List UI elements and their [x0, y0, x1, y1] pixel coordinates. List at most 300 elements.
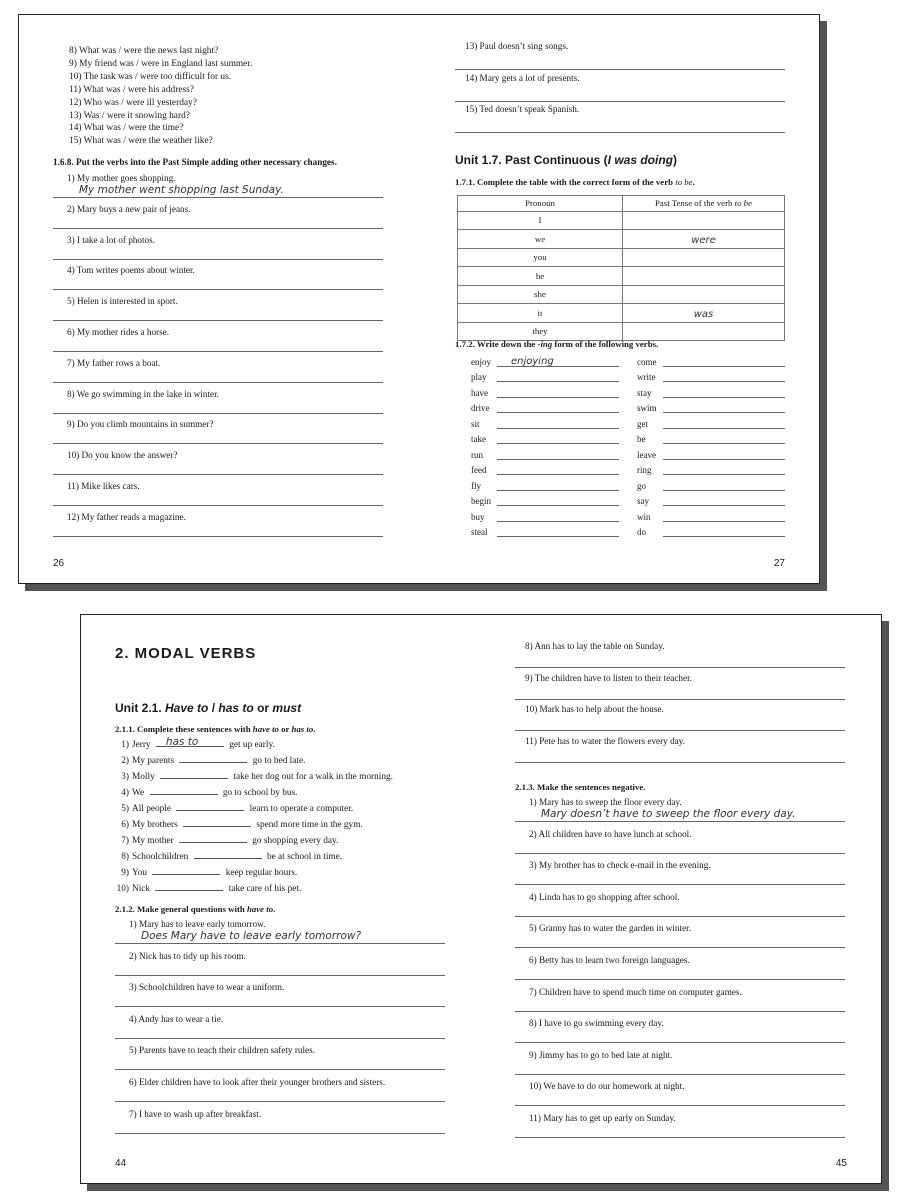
blank-field[interactable]	[183, 817, 251, 827]
exercise-item	[53, 417, 383, 448]
answer-line[interactable]	[515, 916, 845, 917]
continued-list	[69, 45, 399, 148]
ut-it1: Have to	[165, 701, 209, 715]
h211-prefix: 2.1.1. Complete these sentences with	[115, 724, 253, 734]
answer-line[interactable]	[515, 730, 845, 731]
answer-line[interactable]	[455, 101, 785, 102]
exercise-171-heading	[455, 177, 695, 187]
unit-title	[455, 153, 677, 167]
sentence-end: learn to operate a computer.	[249, 804, 354, 814]
answer-line[interactable]	[497, 387, 619, 398]
fill-row	[105, 753, 465, 769]
answer-line[interactable]	[53, 474, 383, 475]
fill-row	[105, 865, 465, 881]
verb-label: have	[471, 387, 488, 398]
answer-line[interactable]	[53, 259, 383, 260]
question-text: 3) Schoolchildren have to wear a uniform.	[129, 982, 285, 993]
verb-label: write	[637, 372, 656, 382]
col-past-tense	[623, 196, 785, 212]
exercise-item	[515, 890, 845, 922]
item-number: 7)	[121, 836, 129, 846]
verb-row	[637, 429, 785, 445]
unit-title-italic: I was doing	[607, 153, 674, 167]
verb-row	[637, 351, 785, 367]
question-text: 15) Ted doesn’t speak Spanish.	[465, 104, 580, 114]
exercise-172-heading	[455, 339, 658, 349]
answer-line[interactable]	[515, 947, 845, 948]
answer-line[interactable]	[115, 1101, 445, 1102]
verb-row	[471, 475, 619, 491]
verb-row	[637, 491, 785, 507]
page-27	[419, 15, 819, 583]
h211-mid: or	[278, 724, 292, 734]
exercise-item	[53, 294, 383, 325]
question-text: 9) Do you climb mountains in summer?	[67, 419, 214, 430]
exercise-item	[515, 921, 845, 953]
question-text: 10) Mark has to help about the house.	[525, 704, 664, 715]
exercise-item	[455, 73, 785, 105]
answer-line[interactable]	[515, 1074, 845, 1075]
verb-row	[637, 475, 785, 491]
answer-line[interactable]	[497, 526, 619, 537]
list-item: 11) What was / were his address?	[69, 84, 194, 95]
unit-title	[115, 701, 301, 715]
answer-line[interactable]	[497, 356, 619, 367]
h171-suffix: .	[692, 177, 695, 187]
question-text: 12) My father reads a magazine.	[67, 511, 186, 522]
blank-field[interactable]	[179, 833, 247, 843]
question-text: 13) Paul doesn’t sing songs.	[465, 41, 569, 51]
question-text: 10) Do you know the answer?	[67, 450, 178, 461]
answer-line[interactable]	[497, 480, 619, 491]
item-number: 5)	[121, 804, 129, 814]
answer-line[interactable]	[497, 464, 619, 475]
exercise-item	[53, 510, 383, 541]
h171-prefix: 1.7.1. Complete the table with the correct form of the verb	[455, 177, 676, 187]
verb-label: sit	[471, 418, 480, 429]
table-row	[458, 230, 785, 249]
answer-line[interactable]	[515, 979, 845, 980]
exercise-212-heading	[115, 904, 275, 914]
question-text: 2) Mary buys a new pair of jeans.	[67, 203, 191, 214]
answer-line[interactable]	[663, 371, 785, 382]
verb-label: leave	[637, 449, 656, 460]
exercise-item	[115, 1107, 445, 1139]
pronoun-cell: we	[458, 230, 623, 249]
pronoun-cell: you	[458, 248, 623, 267]
table-row	[458, 267, 785, 286]
verb-label: say	[637, 496, 649, 506]
exercise-item	[53, 479, 383, 510]
unit-title-prefix: Unit 1.7. Past Continuous (	[455, 153, 608, 167]
sentence-start: All people	[132, 804, 171, 814]
question-text: 11) Pete has to water the flowers every day.	[525, 735, 686, 746]
exercise-item	[115, 980, 445, 1012]
h212-italic: have to	[246, 904, 274, 914]
exercise-item	[455, 104, 785, 136]
list-item: 14) What was / were the time?	[69, 123, 184, 134]
sentence-start: You	[132, 868, 148, 878]
answer-line[interactable]	[497, 495, 619, 506]
verb-row	[471, 522, 619, 538]
question-text: 11) Mary has to get up early on Sunday.	[529, 1112, 676, 1123]
exercise-168-heading: 1.6.8. Put the verbs into the Past Simple adding other necessary changes.	[53, 157, 337, 167]
exercise-item	[115, 1012, 445, 1044]
answer-line[interactable]	[663, 449, 785, 460]
verb-row	[471, 429, 619, 445]
answer-line[interactable]	[663, 387, 785, 398]
answer-cell[interactable]	[623, 248, 785, 267]
h172-prefix: 1.7.2. Write down the	[455, 339, 538, 349]
exercise-item	[515, 1079, 845, 1111]
answer-line[interactable]	[515, 1105, 845, 1106]
pronoun-cell: I	[458, 211, 623, 230]
verb-label: fly	[471, 480, 481, 491]
verb-label: feed	[471, 465, 487, 475]
answer-line[interactable]	[455, 132, 785, 133]
sentence-start: We	[132, 788, 145, 798]
answer-line[interactable]	[497, 371, 619, 382]
ing-left-col	[471, 351, 619, 537]
answer-line[interactable]	[663, 356, 785, 367]
fill-row	[105, 881, 465, 897]
page-number: 26	[53, 558, 65, 569]
fill-row	[105, 849, 465, 865]
blank-field[interactable]	[152, 865, 220, 875]
verb-label: win	[637, 511, 651, 522]
item-number: 8)	[121, 852, 129, 862]
h172-suffix: form of the following verbs.	[552, 339, 659, 349]
ing-right-col	[637, 351, 785, 537]
page-45	[481, 615, 881, 1183]
question-text: 5) Helen is interested in sport.	[67, 296, 178, 307]
answer-line[interactable]	[515, 699, 845, 700]
answer-line[interactable]	[53, 197, 383, 198]
question-text: 11) Mike likes cars.	[67, 480, 140, 491]
answer-line[interactable]	[663, 495, 785, 506]
ut-mid1: /	[208, 701, 219, 715]
question-text: 1) Mary has to sweep the floor every day.	[529, 797, 682, 807]
verb-label: be	[637, 434, 646, 444]
verb-row	[637, 460, 785, 476]
answer-line[interactable]	[663, 480, 785, 491]
exercise-item	[53, 233, 383, 264]
exercise-item	[515, 736, 845, 768]
exercise-item	[53, 356, 383, 387]
answer-line[interactable]	[53, 320, 383, 321]
answer-line[interactable]	[497, 418, 619, 429]
exercise-item	[115, 1043, 445, 1075]
table-row	[458, 285, 785, 304]
exercise-item	[515, 953, 845, 985]
answer-line[interactable]	[515, 853, 845, 854]
verb-row	[637, 413, 785, 429]
exercise-item	[515, 704, 845, 736]
verb-row	[637, 444, 785, 460]
sentence-end: keep regular hours.	[225, 868, 298, 878]
col-pronoun: Pronoun	[458, 196, 623, 212]
continued-list-right	[455, 41, 785, 136]
answer-line[interactable]	[515, 667, 845, 668]
ut-it3: must	[272, 701, 302, 715]
question-text: 8) Ann has to lay the table on Sunday.	[525, 641, 665, 651]
table-body	[458, 211, 785, 341]
answer-cell[interactable]	[623, 267, 785, 286]
h212-suffix: .	[273, 904, 276, 914]
verb-label: enjoy	[471, 356, 491, 367]
page-number: 45	[835, 1158, 847, 1169]
verb-row	[471, 351, 619, 367]
exercise-item	[53, 387, 383, 418]
answer-line[interactable]	[515, 1011, 845, 1012]
handwritten-answer: enjoying	[511, 355, 554, 367]
fill-row	[105, 737, 465, 753]
item-number: 2)	[121, 756, 129, 766]
sentence-start: My brothers	[132, 820, 178, 830]
answer-line[interactable]	[515, 762, 845, 763]
exercise-item	[455, 41, 785, 73]
exercise-item	[515, 1016, 845, 1048]
answer-line[interactable]	[497, 433, 619, 444]
item-number: 1)	[121, 740, 129, 750]
verb-row	[637, 398, 785, 414]
ut-it2: has to	[218, 701, 254, 715]
question-text: 4) Tom writes poems about winter.	[67, 265, 195, 276]
page-number: 27	[773, 558, 785, 569]
answer-line[interactable]	[53, 382, 383, 383]
verb-label: get	[637, 418, 648, 429]
verb-label: go	[637, 480, 646, 491]
exercise-item	[515, 673, 845, 705]
question-text: 8) We go swimming in the lake in winter.	[67, 388, 219, 399]
page-number: 44	[115, 1158, 127, 1169]
blank-field[interactable]	[155, 881, 223, 891]
answer-cell[interactable]: was	[623, 304, 785, 323]
verb-label: begin	[471, 496, 491, 506]
pronoun-cell: they	[458, 322, 623, 341]
verb-label: stay	[637, 387, 652, 398]
answer-line[interactable]	[663, 511, 785, 522]
question-text: 7) I have to wash up after breakfast.	[129, 1108, 262, 1119]
sentence-end: take care of his pet.	[228, 884, 302, 894]
h211-suffix: .	[313, 724, 316, 734]
answer-line[interactable]	[515, 1042, 845, 1043]
answer-line[interactable]	[663, 402, 785, 413]
exercise-item	[115, 917, 445, 949]
question-text: 5) Parents have to teach their children safety rules.	[129, 1045, 315, 1056]
verb-row	[637, 522, 785, 538]
item-number: 9)	[121, 868, 129, 878]
handwritten-answer: Mary doesn’t have to sweep the floor every day.	[541, 808, 796, 820]
sentence-end: go shopping every day.	[252, 836, 339, 846]
list-item: 15) What was / were the weather like?	[69, 136, 213, 147]
sentence-end: spend more time in the gym.	[256, 820, 363, 830]
answer-line[interactable]	[663, 464, 785, 475]
answer-line[interactable]	[515, 884, 845, 885]
verb-row	[471, 506, 619, 522]
blank-field[interactable]	[160, 769, 228, 779]
question-text: 2) Nick has to tidy up his room.	[129, 950, 246, 961]
answer-line[interactable]	[497, 511, 619, 522]
exercise-item	[515, 795, 845, 827]
verb-row	[471, 398, 619, 414]
fill-row	[105, 769, 465, 785]
exercise-item	[53, 263, 383, 294]
question-text: 6) Betty has to learn two foreign languages.	[529, 954, 690, 965]
verb-label: play	[471, 372, 487, 382]
answer-line[interactable]	[115, 975, 445, 976]
verb-row	[637, 382, 785, 398]
question-text: 6) Elder children have to look after their younger brothers and sisters.	[129, 1076, 386, 1087]
list-item: 13) Was / were it snowing hard?	[69, 110, 190, 121]
exercise-item	[515, 827, 845, 859]
sentence-end: go to school by bus.	[222, 788, 298, 798]
list-item: 9) My friend was / were in England last summer.	[69, 58, 253, 69]
verb-label: do	[637, 527, 646, 537]
exercise-item	[53, 202, 383, 233]
table-row	[458, 322, 785, 341]
answer-line[interactable]	[515, 821, 845, 822]
fill-row	[105, 833, 465, 849]
pronoun-cell: he	[458, 267, 623, 286]
top-spread	[18, 14, 820, 584]
verb-row	[471, 367, 619, 383]
page-26	[19, 15, 419, 583]
item-number: 3)	[121, 772, 129, 782]
sentence-end: be at school in time.	[266, 852, 343, 862]
sentence-end: get up early.	[229, 740, 275, 750]
exercise-item	[115, 949, 445, 981]
question-text: 1) My mother goes shopping.	[67, 173, 176, 183]
exercise-item	[515, 858, 845, 890]
answer-line[interactable]	[53, 289, 383, 290]
h211-it2: has to	[291, 724, 314, 734]
verb-label: drive	[471, 403, 490, 413]
item-number: 10)	[116, 884, 129, 894]
exercise-item	[53, 448, 383, 479]
exercise-211-list	[105, 737, 465, 897]
pronoun-cell: she	[458, 285, 623, 304]
blank-field[interactable]	[156, 737, 224, 747]
table-header	[458, 196, 785, 212]
question-text: 3) I take a lot of photos.	[67, 234, 156, 245]
exercise-213-list	[515, 795, 845, 1143]
exercise-item	[53, 325, 383, 356]
verb-label: buy	[471, 511, 485, 522]
answer-line[interactable]	[53, 443, 383, 444]
col2-prefix: Past Tense of the verb	[655, 198, 735, 209]
answer-line[interactable]	[115, 1133, 445, 1134]
table-row	[458, 248, 785, 267]
verb-label: come	[637, 356, 657, 367]
exercise-item	[53, 171, 383, 202]
ut-prefix: Unit 2.1.	[115, 701, 166, 715]
exercise-213-heading: 2.1.3. Make the sentences negative.	[515, 782, 646, 792]
sentence-start: Nick	[132, 884, 151, 894]
question-text: 6) My mother rides a horse.	[67, 326, 170, 337]
handwritten-answer: Does Mary have to leave early tomorrow?	[141, 930, 362, 942]
verb-row	[637, 367, 785, 383]
question-text: 9) The children have to listen to their teacher.	[525, 672, 692, 683]
answer-cell[interactable]	[623, 285, 785, 304]
question-text: 4) Andy has to wear a tie.	[129, 1013, 224, 1024]
answer-line[interactable]	[53, 351, 383, 352]
pronoun-cell: it	[458, 304, 623, 323]
fill-row	[105, 817, 465, 833]
unit-title-suffix: )	[673, 153, 678, 167]
item-number: 6)	[121, 820, 129, 830]
exercise-168-list	[53, 171, 383, 541]
answer-line[interactable]	[497, 402, 619, 413]
question-text: 9) Jimmy has to go to bed late at night.	[529, 1049, 673, 1060]
answer-line[interactable]	[455, 69, 785, 70]
table-row	[458, 304, 785, 323]
verb-label: swim	[637, 403, 657, 413]
h212-prefix: 2.1.2. Make general questions with	[115, 904, 247, 914]
question-text: 10) We have to do our homework at night.	[529, 1081, 685, 1092]
list-item: 10) The task was / were too difficult for us.	[69, 71, 232, 82]
blank-field[interactable]	[194, 849, 262, 859]
answer-line[interactable]	[115, 943, 445, 944]
answer-cell[interactable]	[623, 211, 785, 230]
handwritten-answer: My mother went shopping last Sunday.	[79, 184, 284, 196]
to-be-table	[457, 195, 785, 341]
sentence-start: My mother	[132, 836, 174, 846]
blank-field[interactable]	[176, 801, 244, 811]
sentence-start: My parents	[132, 756, 175, 766]
exercise-item	[515, 641, 845, 673]
answer-line[interactable]	[515, 1137, 845, 1138]
answer-line[interactable]	[53, 505, 383, 506]
verb-row	[471, 413, 619, 429]
answer-line[interactable]	[497, 449, 619, 460]
question-text: 7) My father rows a boat.	[67, 357, 161, 368]
answer-cell[interactable]	[623, 322, 785, 341]
answer-line[interactable]	[53, 413, 383, 414]
sentence-end: go to bed late.	[252, 756, 306, 766]
verb-row	[471, 382, 619, 398]
blank-field[interactable]	[150, 785, 218, 795]
verb-label: run	[471, 449, 483, 460]
col2-italic: to be	[734, 198, 752, 209]
verb-row	[471, 491, 619, 507]
question-text: 7) Children have to spend much time on computer games.	[529, 986, 742, 997]
fill-row	[105, 785, 465, 801]
answer-line[interactable]	[115, 1006, 445, 1007]
question-text: 14) Mary gets a lot of presents.	[465, 72, 580, 83]
exercise-212-list	[115, 917, 445, 1138]
ut-mid2: or	[253, 701, 273, 715]
answer-line[interactable]	[115, 1038, 445, 1039]
answer-line[interactable]	[663, 433, 785, 444]
h171-italic: to be	[675, 177, 693, 187]
verb-row	[471, 444, 619, 460]
answer-cell[interactable]: were	[623, 230, 785, 249]
exercise-item	[115, 1075, 445, 1107]
verb-row	[471, 460, 619, 476]
h211-it1: have to	[252, 724, 279, 734]
question-text: 5) Granny has to water the garden in winter.	[529, 923, 692, 934]
question-text: 1) Mary has to leave early tomorrow.	[129, 919, 266, 929]
answer-line[interactable]	[663, 526, 785, 537]
sentence-start: Jerry	[132, 740, 151, 750]
answer-line[interactable]	[115, 1069, 445, 1070]
answer-line[interactable]	[53, 536, 383, 537]
question-text: 8) I have to go swimming every day.	[529, 1018, 664, 1029]
answer-line[interactable]	[53, 228, 383, 229]
answer-line[interactable]	[663, 418, 785, 429]
blank-field[interactable]	[179, 753, 247, 763]
